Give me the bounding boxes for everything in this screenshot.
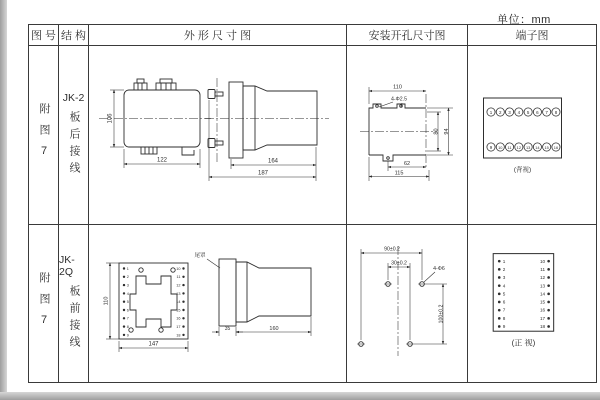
dimension-labels [391, 85, 450, 177]
terminal-dot [547, 309, 550, 312]
terminal-number: 10 [176, 266, 181, 271]
terminal-dot [123, 276, 125, 278]
terminal-number: 7 [126, 316, 129, 321]
front-view-right-terminals [176, 267, 184, 337]
terminal-dot [498, 317, 501, 320]
terminal-number: 15 [176, 308, 181, 313]
terminal-number: 5 [502, 291, 506, 297]
terminal-number: 8 [554, 109, 558, 115]
terminal-number: 10 [539, 258, 546, 264]
install-drawing-jk2 [347, 46, 468, 225]
terminal-diagram-row1 [468, 46, 596, 224]
terminal-dot [498, 301, 501, 304]
terminal-number: 6 [536, 109, 539, 115]
view-caption: (背视) [513, 166, 532, 174]
terminal-dot [123, 301, 125, 303]
terminal-number: 18 [539, 324, 546, 330]
dim-height-inner: 80 [433, 128, 440, 135]
terminal-number: 8 [126, 325, 129, 329]
terminal-number: 14 [539, 291, 546, 297]
page-edge-left [0, 0, 7, 400]
terminal-dot [547, 317, 550, 320]
terminal-number: 4 [126, 291, 129, 296]
dim-depth-inner: 164 [267, 158, 279, 165]
terminal-dot [123, 334, 125, 336]
terminal-number: 12 [176, 283, 181, 288]
terminal-number: 11 [540, 266, 546, 272]
terminal-number: 4 [517, 109, 521, 115]
dimension-labels [384, 247, 445, 324]
terminal-number: 17 [176, 325, 181, 329]
terminal-dot [498, 276, 501, 279]
terminal-dot [182, 267, 184, 269]
outline-drawing-jk2q [89, 225, 347, 382]
terminal-number: 10 [498, 144, 503, 150]
dim-cover-depth: 35 [224, 325, 231, 332]
terminal-number: 2 [499, 109, 502, 115]
dim-front-height: 110 [103, 296, 110, 306]
dim-front-height: 106 [107, 113, 114, 124]
holes-callout: 4-Φ2.5 [391, 96, 407, 103]
terminal-drawing-jk2q [468, 225, 596, 382]
outline-diagram-row1 [89, 46, 346, 224]
terminal-row-top [487, 108, 560, 116]
wiring-label: 板后接线 [68, 110, 80, 179]
terminal-number: 9 [502, 324, 506, 330]
terminal-dot [182, 334, 184, 336]
header-figure-no: 图 号 [29, 25, 59, 46]
figure-no-text: 附图7 [38, 271, 50, 336]
terminal-number: 3 [502, 275, 506, 281]
dimension-lines [103, 259, 311, 352]
terminal-number: 11 [507, 144, 512, 150]
outline-drawing-jk2 [89, 46, 347, 225]
spec-table [28, 24, 597, 383]
terminal-number: 16 [176, 316, 181, 321]
terminal-dot [547, 301, 550, 304]
dimension-lines [99, 78, 329, 181]
terminal-dot [182, 317, 184, 319]
terminal-number: 1 [126, 266, 129, 271]
terminal-dot [547, 268, 550, 271]
terminal-dot [123, 284, 125, 286]
outline-diagram-row2 [89, 225, 346, 382]
dim-bottom-total: 115 [394, 170, 404, 177]
relay-front-and-side-view [119, 259, 311, 339]
figure-no-row1 [29, 46, 59, 225]
terminal-dot [123, 317, 125, 319]
terminal-number: 7 [502, 307, 506, 313]
terminal-dot [182, 309, 184, 311]
terminal-dot [547, 293, 550, 296]
terminal-number: 15 [544, 144, 549, 150]
dim-depth-total: 187 [257, 170, 269, 177]
terminal-dot [498, 260, 501, 263]
terminal-dot [547, 325, 550, 328]
view-caption: (正 视) [511, 338, 536, 348]
terminal-number: 16 [539, 307, 546, 313]
terminal-number: 12 [539, 275, 546, 281]
dim-body-depth: 160 [269, 325, 279, 332]
header-install: 安装开孔尺寸图 [347, 25, 468, 46]
terminal-number: 18 [176, 333, 181, 338]
holes-callout: 4-Φ6 [433, 266, 445, 272]
terminal-number: 13 [525, 144, 531, 150]
header-terminal: 端子图 [468, 25, 596, 46]
terminal-number: 16 [553, 144, 559, 150]
model-label: JK-2 [62, 91, 85, 104]
terminal-dot [547, 276, 550, 279]
unit-label: 单位：mm [497, 14, 551, 26]
dim-top-width: 110 [393, 84, 402, 91]
cover-label: 尾罩 [194, 253, 206, 259]
header-structure: 结 构 [59, 25, 89, 46]
dim-height: 100±0.2 [438, 304, 445, 324]
terminal-number: 3 [126, 283, 129, 288]
install-diagram-row1 [347, 46, 467, 224]
dim-top-width: 30±0.2 [391, 260, 407, 267]
dim-front-width: 147 [148, 341, 159, 348]
model-label: JK-2Q [59, 254, 75, 278]
terminal-dot [182, 301, 184, 303]
terminal-diagram-row2 [468, 225, 596, 382]
terminal-number: 3 [508, 109, 511, 115]
terminal-number: 1 [502, 258, 506, 264]
terminal-dot [547, 284, 550, 287]
dim-width: 90±0.2 [384, 246, 400, 253]
terminal-number: 5 [526, 109, 530, 115]
terminal-dot [123, 292, 125, 294]
terminal-columns [498, 259, 550, 329]
terminal-number: 15 [539, 299, 546, 305]
dim-bottom-inner: 62 [403, 161, 411, 167]
wiring-label: 板前接线 [68, 285, 80, 353]
terminal-number: 5 [126, 300, 129, 305]
dim-height-outer: 94 [444, 128, 450, 135]
terminal-dot [498, 325, 501, 328]
terminal-drawing-jk2 [468, 46, 596, 225]
terminal-dot [182, 276, 184, 278]
structure-row1 [59, 46, 89, 225]
structure-row2 [59, 225, 89, 382]
terminal-number: 9 [126, 333, 129, 338]
front-view-left-terminals [123, 267, 129, 337]
terminal-number: 1 [489, 109, 493, 115]
terminal-number: 6 [502, 299, 506, 305]
terminal-dot [182, 325, 184, 327]
terminal-number: 13 [176, 291, 181, 296]
install-drawing-jk2q [347, 225, 468, 382]
terminal-dot [182, 292, 184, 294]
terminal-dot [123, 309, 125, 311]
cutout-outline [369, 104, 426, 161]
terminal-number: 14 [176, 300, 181, 305]
terminal-number: 12 [516, 144, 522, 150]
terminal-row-bottom [487, 143, 560, 151]
terminal-dot [123, 325, 125, 327]
terminal-number: 8 [502, 315, 506, 321]
terminal-number: 4 [502, 283, 506, 289]
terminal-number: 17 [539, 315, 546, 321]
terminal-dot [498, 309, 501, 312]
dim-front-width: 122 [156, 157, 168, 164]
terminal-dot [498, 268, 501, 271]
terminal-number: 13 [539, 283, 546, 289]
terminal-number: 2 [126, 275, 129, 280]
figure-no-text: 附图7 [38, 103, 50, 167]
terminal-number: 7 [545, 109, 548, 115]
terminal-number: 6 [126, 308, 129, 313]
terminal-number: 9 [489, 144, 493, 150]
terminal-number: 14 [535, 144, 540, 150]
terminal-dot [498, 293, 501, 296]
header-outline: 外 形 尺 寸 图 [89, 25, 347, 46]
install-diagram-row2 [347, 225, 467, 382]
terminal-dot [498, 284, 501, 287]
terminal-dot [123, 267, 125, 269]
terminal-number: 2 [502, 266, 506, 272]
mounting-holes [357, 282, 426, 347]
terminal-number: 11 [176, 275, 181, 280]
terminal-dot [547, 260, 550, 263]
dimension-labels [108, 113, 279, 177]
figure-no-row2 [29, 225, 59, 382]
page-edge-bottom [0, 392, 600, 400]
terminal-dot [182, 284, 184, 286]
